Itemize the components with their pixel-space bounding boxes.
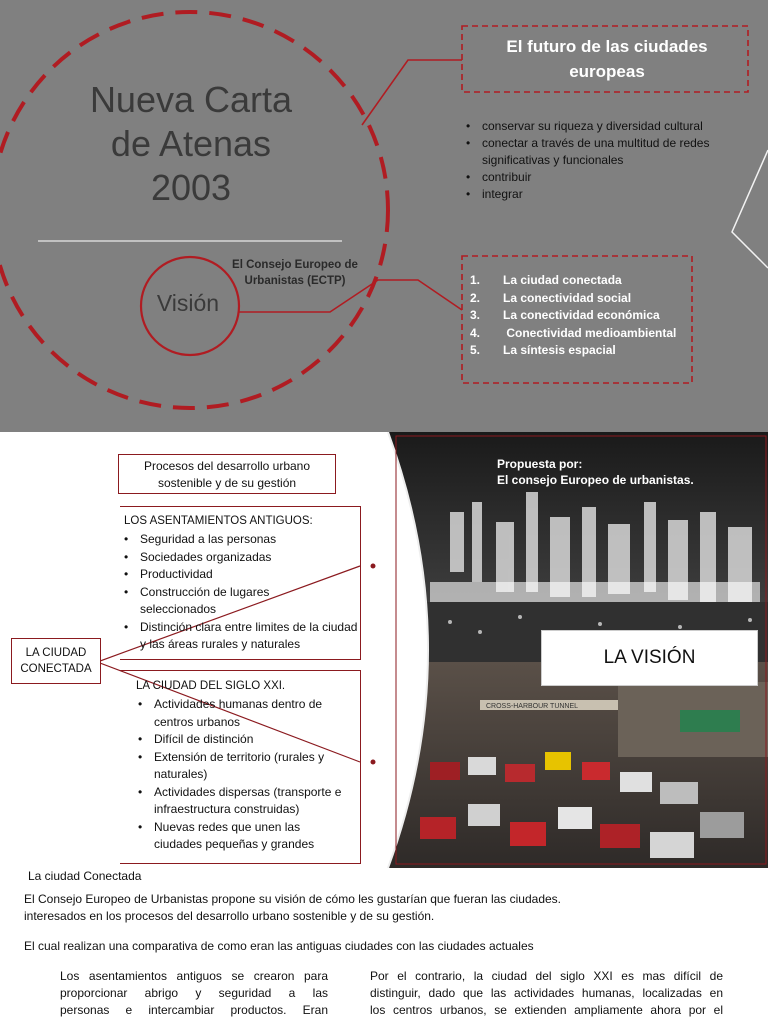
doc-column-left: Los asentamientos antiguos se crearon para proporcionar abrigo y seguridad a las personas e intercambiar productos. Eran: [60, 969, 328, 1017]
main-title: Nueva Carta de Atenas 2003: [89, 79, 293, 208]
tunnel-sign: CROSS-HARBOUR TUNNEL: [486, 703, 579, 710]
list-item: 1. La ciudad conectada: [470, 273, 622, 287]
siglo-title: LA CIUDAD DEL SIGLO XXI.: [136, 680, 286, 692]
list-item: • Distinción clara entre limites de la ciudad y las áreas rurales y naturales: [122, 619, 360, 654]
list-item: • contribuir: [462, 169, 762, 186]
list-item: 3. La conectividad económica: [470, 308, 660, 322]
doc-column-right: Por el contrario, la ciudad del siglo XXI es mas difícil de distinguir, dado que las actividades humanas, localizadas en los centros urbanos, se extienden ampliamente ahora por el: [370, 969, 723, 1017]
list-item: • Actividades dispersas (transporte e infraestructura construidas): [136, 784, 354, 819]
doc-paragraph-1: El Consejo Europeo de Urbanistas propone su visión de cómo les gustarían que fueran las ciudades. interesados en los procesos del desarrollo urbano sostenible y de su gestión.: [24, 892, 561, 923]
la-vision-title: LA VISIÓN: [541, 630, 758, 686]
list-item: 4. Conectividad medioambiental: [470, 325, 677, 340]
futuro-bullets: [462, 118, 762, 203]
doc-paragraph-2: El cual realizan una comparativa de como eran las antiguas ciudades con las ciudades actuales: [24, 939, 534, 953]
consejo-label: El Consejo Europeo de Urbanistas (ECTP): [232, 259, 358, 287]
list-item: • Actividades humanas dentro de centros urbanos: [136, 696, 354, 731]
list-item: 2. La conectividad social: [470, 290, 632, 305]
list-item: • Seguridad a las personas: [122, 531, 360, 549]
list-item: • Construcción de lugares seleccionados: [122, 584, 310, 619]
dashed-circle: [0, 12, 388, 408]
propuesta-label: Propuesta por: El consejo Europeo de urbanistas.: [497, 457, 694, 487]
list-item: • Sociedades organizadas: [122, 549, 360, 567]
list-item: 5. La síntesis espacial: [470, 343, 616, 357]
vision-label: Visión: [156, 290, 220, 316]
futuro-title: El futuro de las ciudades europeas: [506, 37, 708, 81]
vision-numbered-list: [470, 272, 700, 360]
list-item: • Difícil de distinción: [136, 731, 354, 749]
antiguos-list: [122, 531, 360, 654]
doc-heading: La ciudad Conectada: [28, 869, 142, 883]
connector-futuro: [362, 60, 462, 125]
procesos-box: Procesos del desarrollo urbano sostenible y de su gestión: [118, 454, 336, 494]
slide-la-vision: [0, 432, 768, 868]
list-item: • Nuevas redes que unen las ciudades pequeñas y grandes: [136, 819, 334, 854]
list-item: • Productividad: [122, 566, 360, 584]
siglo-list: [136, 696, 354, 854]
ciudad-conectada-box: LA CIUDAD CONECTADA: [11, 638, 101, 684]
list-item: • conservar su riqueza y diversidad cultural: [462, 118, 762, 135]
antiguos-title: LOS ASENTAMIENTOS ANTIGUOS:: [124, 515, 313, 527]
slide-nueva-carta: [0, 0, 768, 432]
list-item: • Extensión de territorio (rurales y naturales): [136, 749, 354, 784]
list-item: • integrar: [462, 186, 762, 203]
list-item: • conectar a través de una multitud de redes significativas y funcionales: [462, 135, 762, 169]
